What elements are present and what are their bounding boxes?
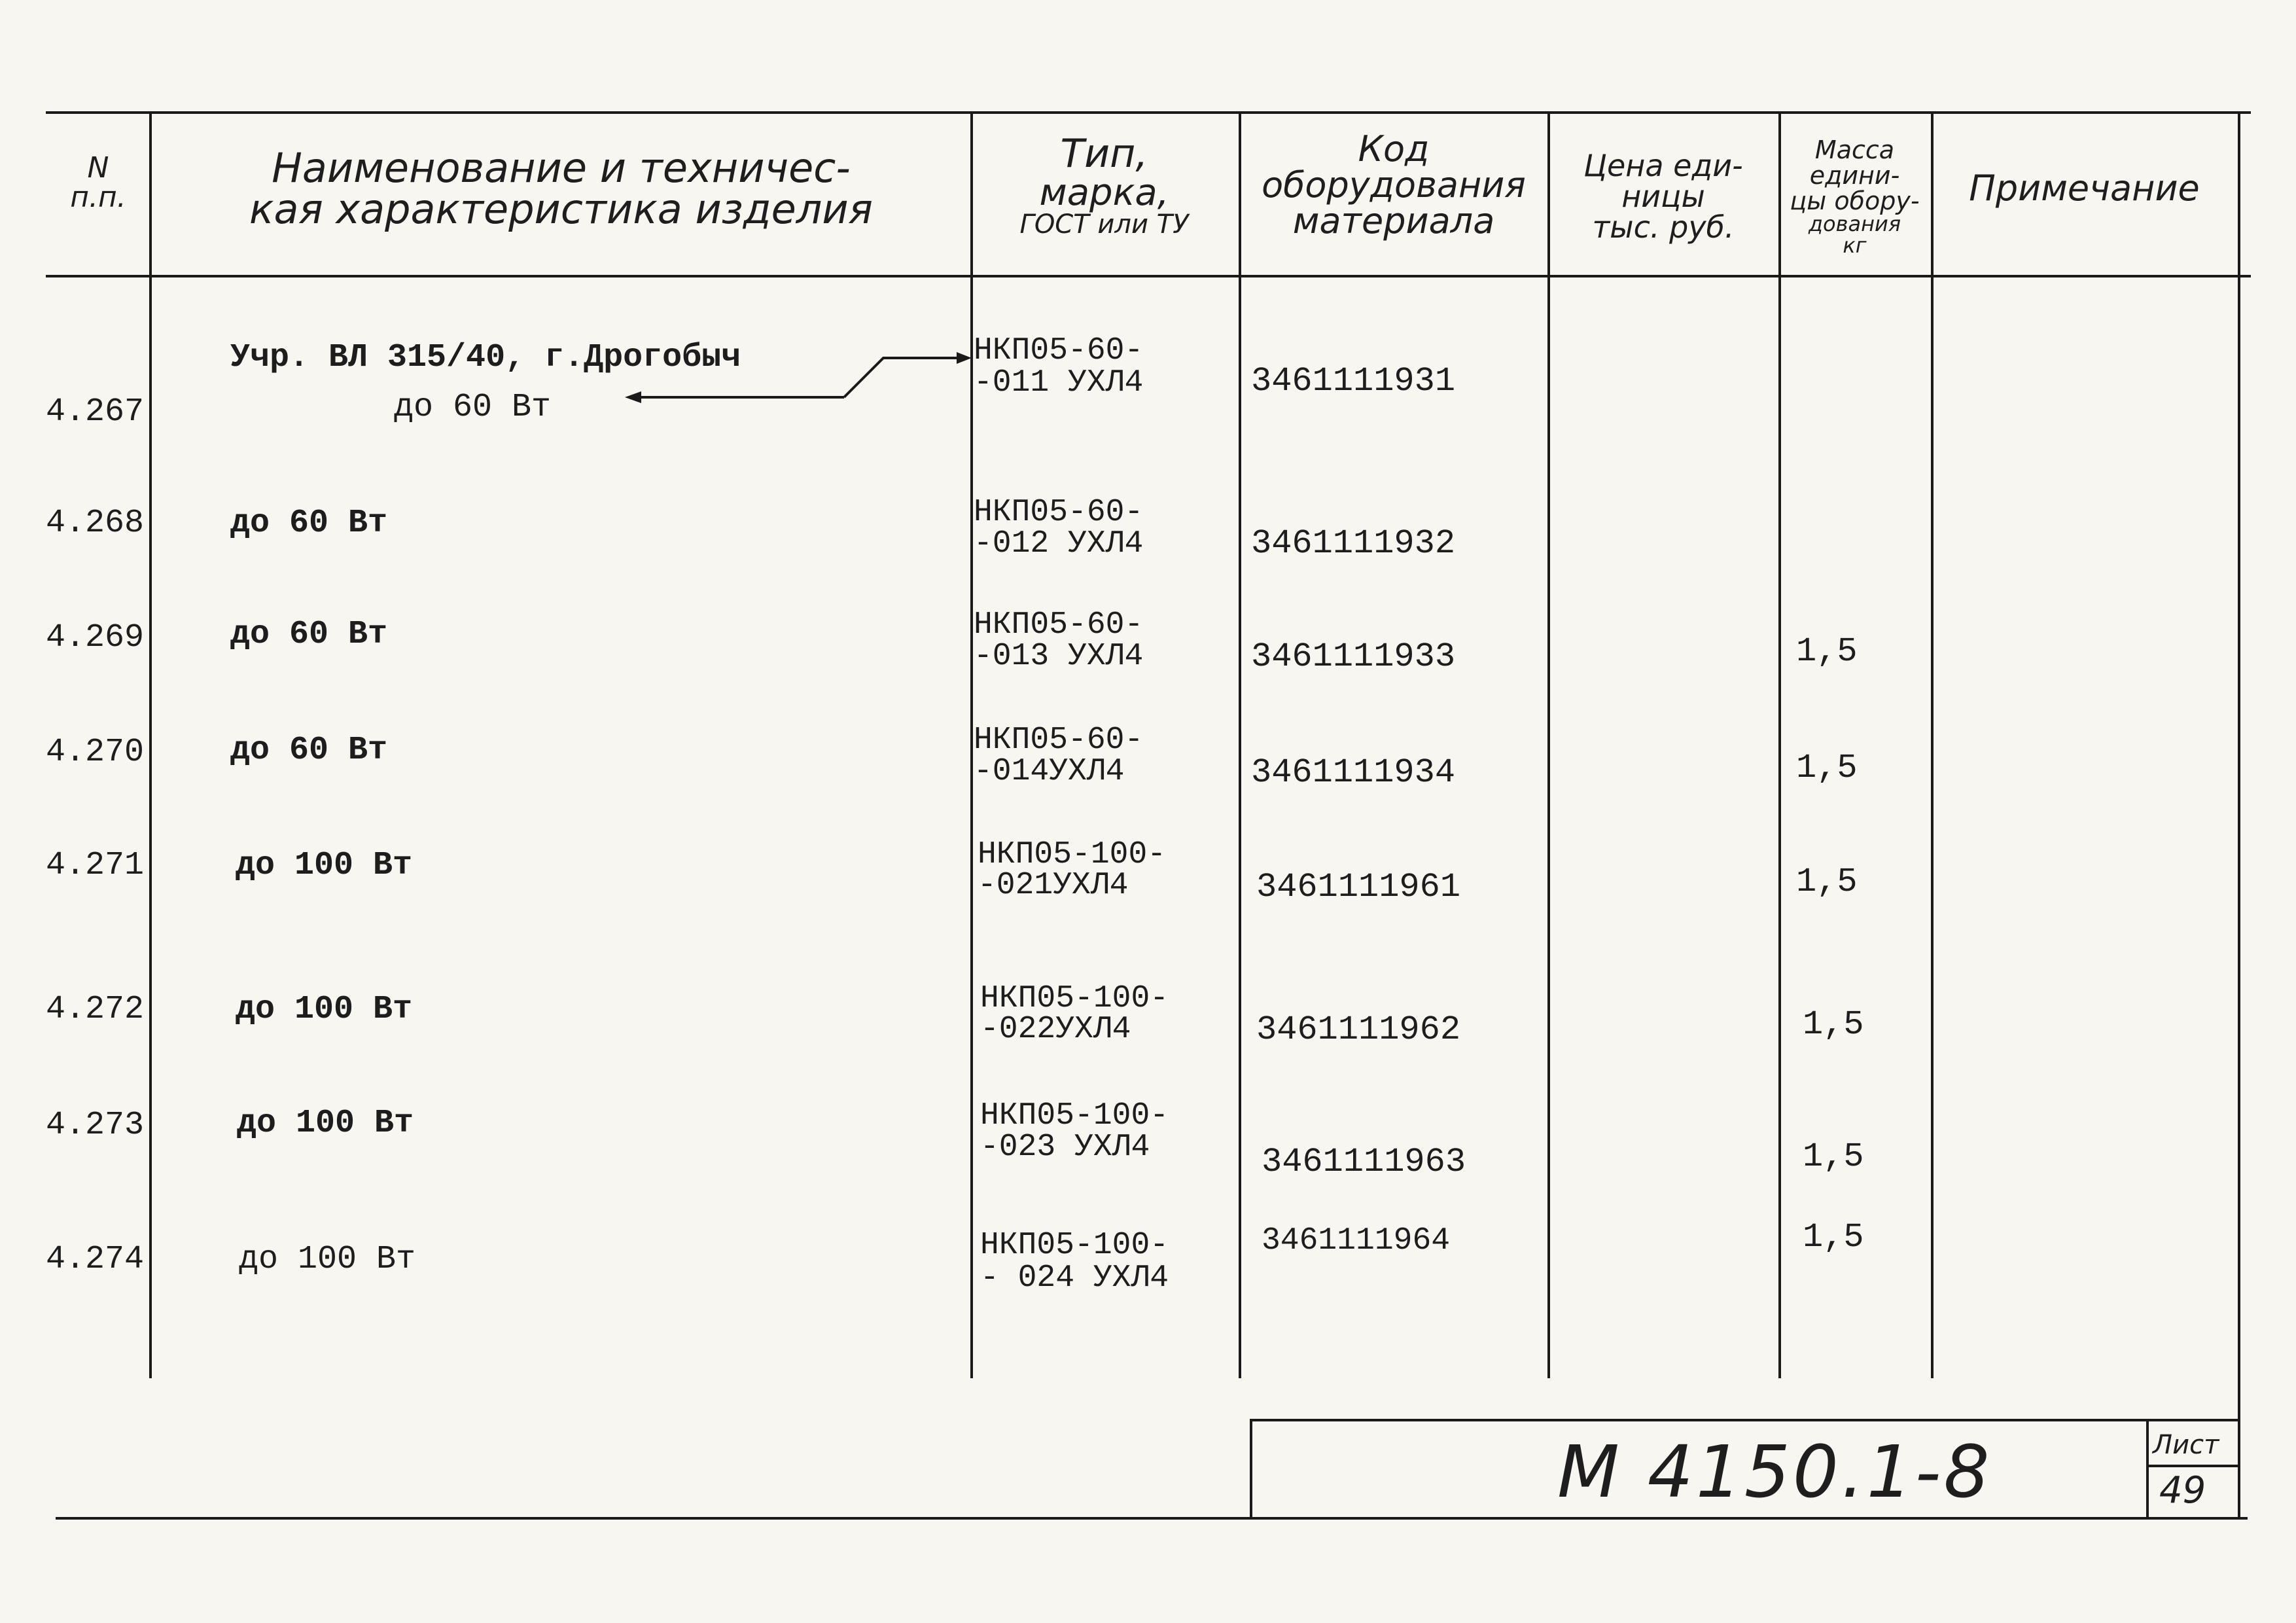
- table-row-type: НКП05-100-: [980, 1228, 1169, 1263]
- table-row-code: 3461111933: [1251, 637, 1456, 676]
- table-row-num: 4.271: [46, 847, 145, 884]
- arrow-to-type: [844, 358, 968, 397]
- document-number: М 4150.1-8: [1557, 1430, 1992, 1514]
- header-num-line: п.п.: [70, 180, 126, 214]
- table-row-num: 4.273: [46, 1107, 145, 1144]
- sheet-label: Лист: [2153, 1430, 2219, 1460]
- header-code-line: материала: [1292, 200, 1495, 242]
- table-row-desc: до 60 Вт: [230, 616, 388, 653]
- table-row-code: 3461111932: [1251, 524, 1456, 563]
- table-row-type: - 024 УХЛ4: [980, 1260, 1169, 1296]
- table-row-code: 3461111964: [1262, 1223, 1451, 1258]
- table-row-desc: до 100 Вт: [236, 847, 413, 884]
- table-row-code: 3461111961: [1256, 868, 1461, 906]
- header-mass-line: цы обору-: [1790, 186, 1920, 215]
- header-price-line: Цена еди-: [1583, 148, 1743, 183]
- table-row-mass: 1,5: [1796, 863, 1858, 901]
- header-type-line: Тип,: [1060, 131, 1148, 177]
- header-mass-line: кг: [1843, 232, 1867, 258]
- table-row-type: НКП05-60-: [974, 495, 1144, 530]
- header-code-line: оборудования: [1262, 164, 1526, 206]
- header-type-line: марка,: [1039, 171, 1169, 215]
- table-row-type: -013 УХЛ4: [974, 639, 1144, 674]
- table-row-num: 4.268: [46, 505, 145, 542]
- table-row-type: НКП05-60-: [974, 722, 1144, 758]
- table-row-mass: 1,5: [1803, 1137, 1864, 1176]
- table-row-desc: до 60 Вт: [230, 505, 388, 542]
- header-mass-line: дования: [1808, 211, 1901, 237]
- table-row-type: -012 УХЛ4: [974, 526, 1144, 562]
- header-name-line: кая характеристика изделия: [249, 185, 873, 234]
- table-row-desc: до 100 Вт: [239, 1241, 416, 1278]
- table-row-num: 4.274: [46, 1241, 145, 1278]
- table-row-code: 3461111931: [1251, 362, 1456, 401]
- header-name-line: Наименование и техничес-: [272, 144, 851, 192]
- table-row-code: 3461111963: [1262, 1143, 1466, 1181]
- table-row-desc: до 60 Вт: [394, 389, 552, 426]
- header-mass-line: едини-: [1809, 160, 1900, 190]
- table-row-desc: до 60 Вт: [230, 732, 388, 769]
- table-row-type: НКП05-60-: [974, 607, 1144, 643]
- table-row-desc: до 100 Вт: [236, 991, 413, 1028]
- header-mass-line: Масса: [1814, 135, 1895, 164]
- header-code-line: Код: [1358, 128, 1430, 169]
- table-row-type: -022УХЛ4: [980, 1012, 1131, 1047]
- table-row-desc: до 100 Вт: [237, 1105, 414, 1142]
- header-price-line: тыс. руб.: [1592, 209, 1735, 245]
- table-row-code: 3461111962: [1256, 1010, 1461, 1049]
- table-row-desc: Учр. ВЛ 315/40, г.Дрогобыч: [230, 339, 741, 376]
- table-row-type: НКП05-100-: [978, 837, 1167, 872]
- table-row-num: 4.269: [46, 619, 145, 656]
- table-row-num: 4.267: [46, 393, 145, 431]
- table-row-num: 4.272: [46, 991, 145, 1028]
- table-row-mass: 1,5: [1803, 1005, 1864, 1044]
- header-price-line: ницы: [1621, 178, 1705, 214]
- table-row-type: -014УХЛ4: [974, 754, 1125, 789]
- table-row-code: 3461111934: [1251, 753, 1456, 792]
- table-row-mass: 1,5: [1796, 749, 1858, 787]
- table-row-type: -011 УХЛ4: [974, 365, 1144, 401]
- table-row-mass: 1,5: [1803, 1218, 1864, 1257]
- table-row-type: -023 УХЛ4: [980, 1130, 1150, 1165]
- table-row-type: -021УХЛ4: [978, 868, 1129, 903]
- arrow-head-right: [957, 352, 972, 364]
- arrow-head-left: [625, 391, 641, 403]
- table-row-mass: 1,5: [1796, 632, 1858, 671]
- sheet-number: 49: [2159, 1469, 2206, 1512]
- table-row-type: НКП05-100-: [980, 1098, 1169, 1133]
- header-type-line: ГОСТ или ТУ: [1019, 209, 1189, 240]
- table-row-type: НКП05-100-: [980, 981, 1169, 1016]
- table-row-type: НКП05-60-: [974, 333, 1144, 368]
- header-num-line: N: [87, 151, 109, 185]
- header-note-line: Примечание: [1969, 168, 2200, 209]
- table-row-num: 4.270: [46, 734, 145, 771]
